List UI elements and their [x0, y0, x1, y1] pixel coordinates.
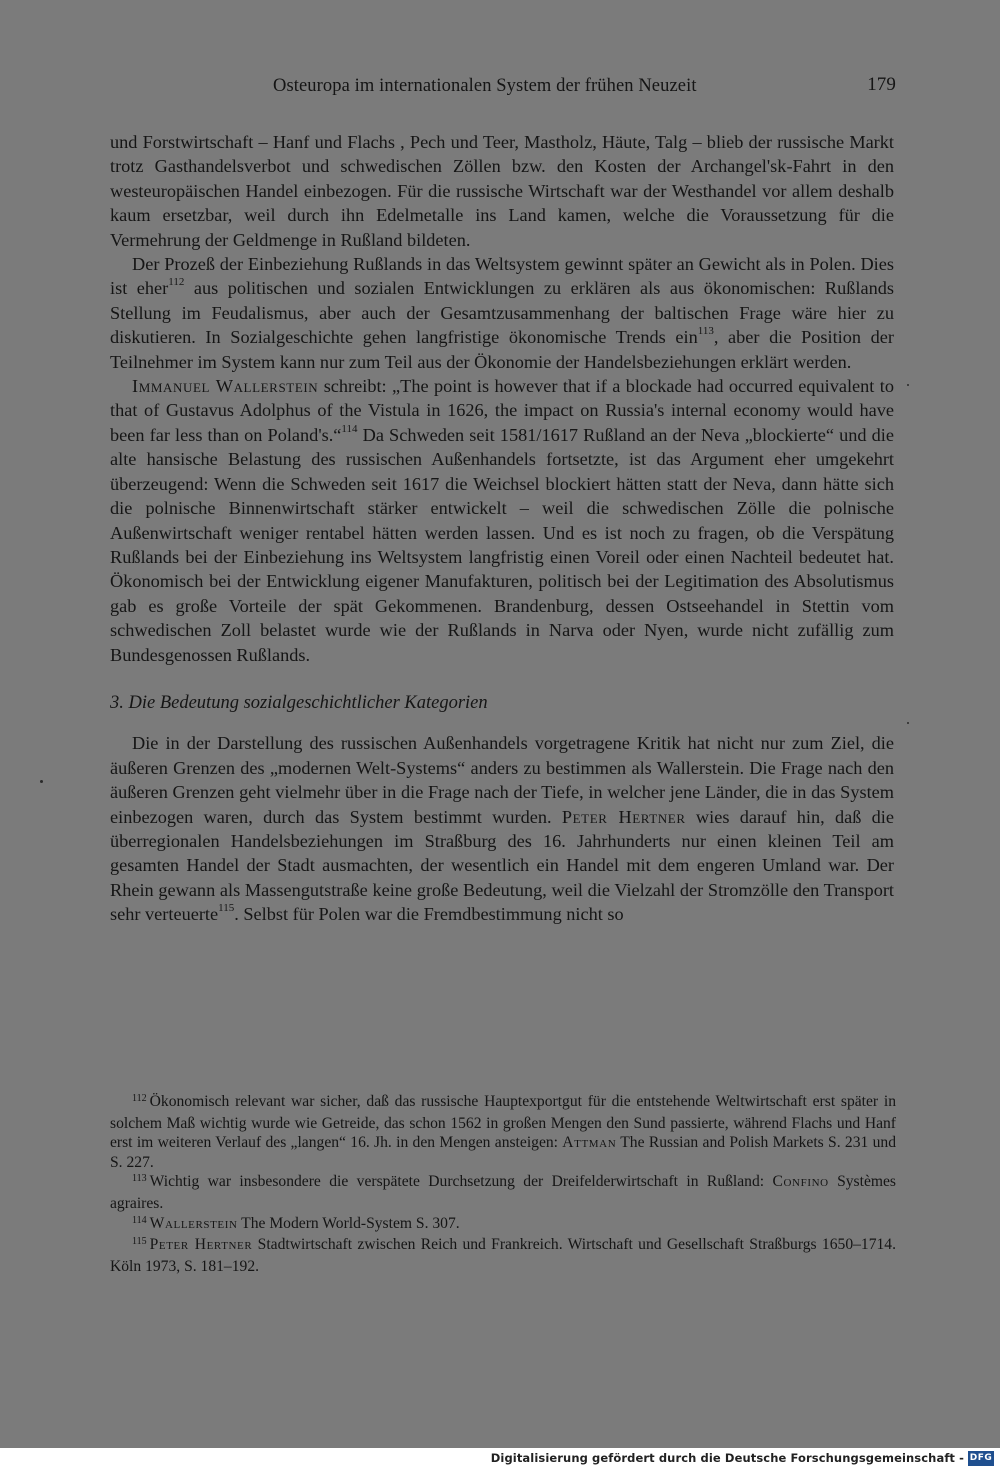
footnote-ref-112: 112	[168, 276, 185, 289]
footnote-number: 115	[132, 1236, 147, 1248]
footnote-number: 112	[132, 1093, 147, 1104]
paragraph-integration	[110, 252, 894, 374]
footnote-text: Wichtig war insbesondere die verspätete Durchsetzung der Dreifelderwirtschaft in Rußland:	[149, 1173, 773, 1191]
footnote-ref-113: 113	[697, 325, 714, 338]
footnote-text: Ökonomisch relevant war sicher, daß das russische Hauptexportgut für die entstehende Weltwirtschaft erst später in solchem Maß wichtig wurde wie Getreide, das schon 1562 in großen Mengen den Sund passierte, während Flachs und Hanf erst im weiteren Verlauf des „langen“ 16. Jh. in den Mengen ansteigen:	[110, 1093, 896, 1152]
paragraph-text: Da Schweden seit 1581/1617 Rußland an der Neva „blockierte“ und die alte hansische Belastung des russischen Außenhandels fortsetzte, ist das Argument eher umgekehrt überzeugend: Wenn die Schweden seit 1617 die Weichsel blockiert hätten statt der Neva, dann hätte sich die polnische Binnenwirtschaft stärker entwickelt – weil die schwedischen Zölle die polnische Außenwirtschaft weniger rentabel hätten werden lassen. Und es ist noch zu fragen, ob die Verspätung Rußlands bei der Einbeziehung ins Weltsystem langfristig einen Voreil oder einen Nachteil bedeutet hat. Ökonomisch bei der Entwicklung eigener Manufakturen, politisch bei der Legitimation des Absolutismus gab es große Vorteile der spät Gekommenen. Brandenburg, dessen Ostseehandel in Stettin vom schwedischen Zoll belastet wurde wie der Rußlands in Narva oder Nyen, wurde nicht zufällig zum Bundesgenossen Rußlands.	[110, 424, 894, 665]
footnote-author: Attman	[562, 1134, 617, 1152]
paragraph-text: . Selbst für Polen war die Fremdbestimmung nicht so	[234, 904, 624, 925]
footnote-113	[110, 1172, 896, 1213]
scan-speck	[907, 384, 909, 386]
paragraph-text: , aber die Position der Teilnehmer im System kann nur zum Teil aus der Ökonomie der Handelsbeziehungen erklärt werden.	[110, 327, 894, 372]
body-text	[110, 130, 894, 927]
footnote-text: Systèmes agraires.	[110, 1173, 896, 1212]
paragraph-text: wies darauf hin, daß die überregionalen Handelsbeziehungen im Straßburg des 16. Jahrhunderts nur einen kleinen Teil am gesamten Handel der Stadt ausmachten, der wesentlich ein Handel mit dem engeren Umland war. Der Rhein gewann als Massengutstraße keine große Bedeutung, weil die Vielzahl der Stromzölle den Transport sehr verteuerte	[110, 806, 894, 925]
paragraph-continuation	[110, 130, 894, 252]
dfg-logo[interactable]: DFG	[968, 1451, 994, 1466]
footnote-text: The Russian and Polish Markets S. 231 und S. 227.	[110, 1134, 896, 1171]
paragraph-social-categories	[110, 731, 894, 926]
section-heading: 3. Die Bedeutung sozialgeschichtlicher Kategorien	[110, 692, 488, 713]
author-name: Peter Hertner	[561, 806, 686, 827]
footnote-112	[110, 1092, 896, 1172]
footnote-ref-114: 114	[341, 422, 358, 435]
footnote-ref-115: 115	[218, 902, 235, 915]
paragraph-text: aus politischen und sozialen Entwicklungen zu erklären als aus ökonomischen: Rußlands Stellung im Feudalismus, aber auch der Gesamtzusammenhang der baltischen Frage wäre hier zu diskutieren. In Sozialgeschichte gehen langfristige ökonomische Trends ein	[110, 278, 894, 348]
paragraph-text: schreibt: „The point is however that if a blockade had occurred equivalent to that of Gustavus Adolphus of the Vistula in 1626, the impact on Russia's internal economy would have been far less than on Poland's.“	[110, 376, 894, 445]
running-head	[108, 74, 898, 104]
footnote-author: Peter Hertner	[149, 1236, 253, 1254]
footnote-text: Stadtwirtschaft zwischen Reich und Frankreich. Wirtschaft und Gesellschaft Straßburgs 1650–1714. Köln 1973, S. 181–192.	[110, 1236, 896, 1275]
running-title: Osteuropa im internationalen System der frühen Neuzeit	[273, 76, 697, 96]
footnote-number: 113	[132, 1173, 147, 1185]
scan-speck	[40, 780, 43, 783]
scan-speck	[907, 722, 909, 724]
footnote-114	[110, 1214, 896, 1236]
paragraph-wallerstein-quote	[110, 374, 894, 667]
footnote-author: Wallerstein	[149, 1214, 238, 1232]
paragraph-text: und Forstwirtschaft – Hanf und Flachs , Pech und Teer, Mastholz, Häute, Talg – blieb der russische Markt trotz Gasthandelsverbot und schwedischen Zöllen bzw. den Kosten der Archangel'sk-Fahrt in den westeuropäischen Handel einbezogen. Für die russische Wirtschaft war der Westhandel vor allem deshalb kaum ersetzbar, weil durch ihn Edelmetalle ins Land kamen, welche die Voraussetzung für die Vermehrung der Geldmenge in Rußland bildeten.	[110, 132, 894, 250]
paragraph-text: Der Prozeß der Einbeziehung Rußlands in das Weltsystem gewinnt später an Gewicht als in Polen. Dies ist eher	[110, 254, 894, 299]
footnote-author: Confino	[772, 1173, 829, 1191]
footnote-number: 114	[132, 1214, 147, 1226]
author-name: Immanuel Wallerstein	[132, 376, 319, 397]
paragraph-text: Die in der Darstellung des russischen Außenhandels vorgetragene Kritik hat nicht nur zum Ziel, die äußeren Grenzen des „modernen Welt-Systems“ anders zu bestimmen als Wallerstein. Die Frage nach den äußeren Grenzen geht vielmehr über in die Frage nach der Tiefe, in welcher jene Länder, die in das System einbezogen waren, durch das System bestimmt wurden.	[110, 733, 894, 827]
page-number: 179	[867, 74, 896, 95]
footnotes	[110, 1092, 896, 1276]
digitization-footer	[0, 1448, 1000, 1470]
footnote-text: The Modern World-System S. 307.	[237, 1214, 460, 1232]
dfg-credit: Digitalisierung gefördert durch die Deutsche Forschungsgemeinschaft -	[490, 1451, 964, 1465]
footnote-115	[110, 1235, 896, 1276]
